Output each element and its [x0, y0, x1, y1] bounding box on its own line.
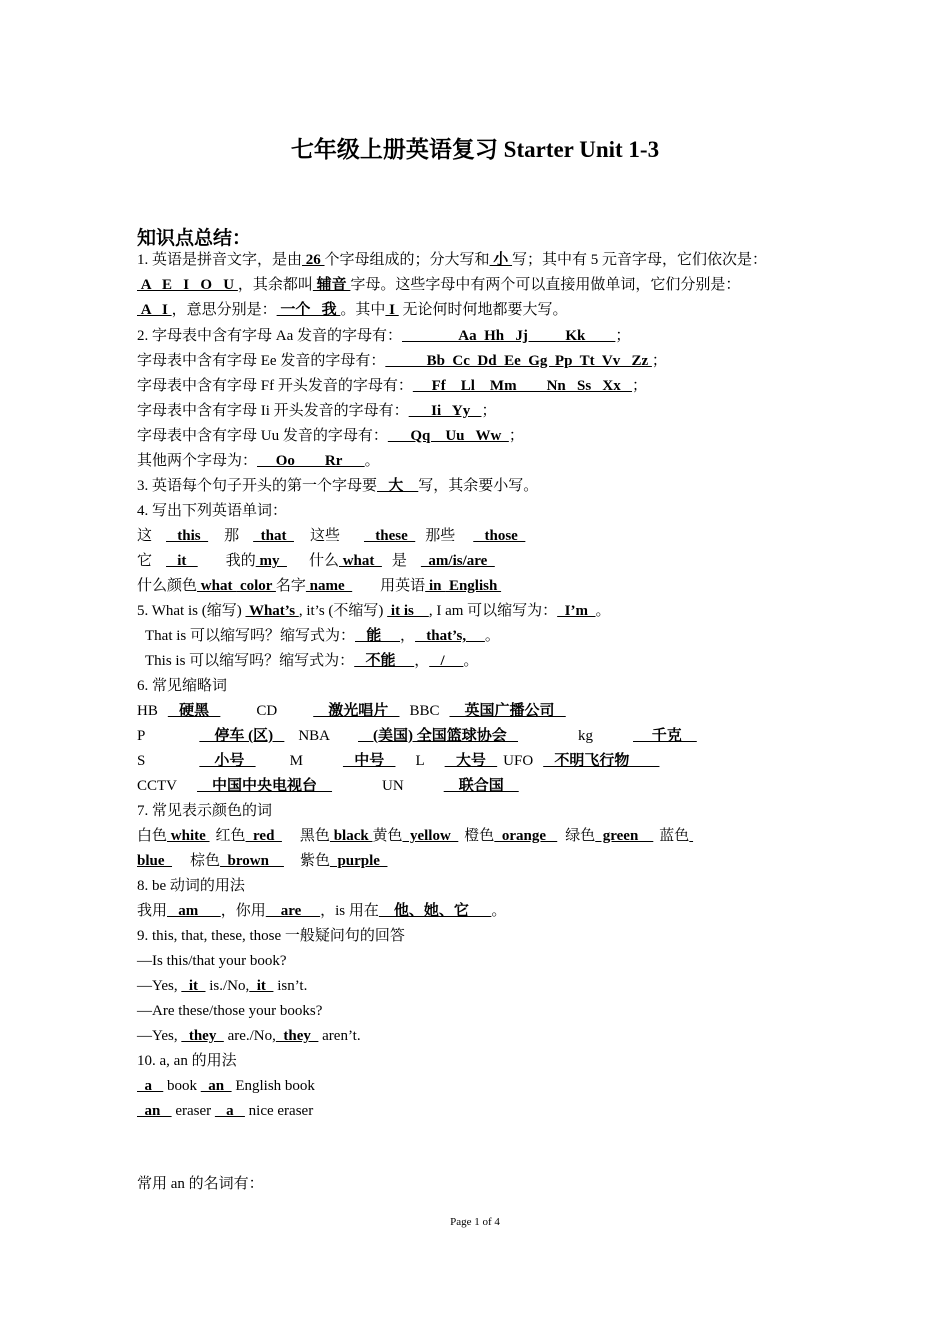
text: 。其中	[340, 302, 386, 318]
answer-blank: I’m	[557, 603, 596, 619]
answer-blank: 大号	[444, 753, 498, 769]
answer-blank: Ii Yy	[408, 403, 482, 419]
text: 字母表中含有字母 Ee 发音的字母有：	[137, 353, 386, 369]
text: eraser	[171, 1103, 215, 1119]
item-1-paragraph	[137, 248, 827, 323]
text: 是	[391, 553, 407, 569]
text: 蓝色	[659, 828, 690, 844]
answer-blank: 小号	[199, 753, 256, 769]
page-title: 七年级上册英语复习 Starter Unit 1-3	[290, 137, 660, 162]
answer-blank: 辅音	[312, 277, 351, 293]
text: , I am 可以缩写为：	[428, 603, 558, 619]
answer-blank: 千克	[633, 728, 697, 744]
answer-blank: 26	[302, 252, 325, 268]
text: 字母表中含有字母 Uu 发音的字母有：	[137, 428, 388, 444]
item-4-row-3	[137, 576, 827, 596]
item-2-line-1	[137, 326, 827, 346]
answer-blank: 联合国	[443, 778, 519, 794]
item-7-heading: 7. 常见表示颜色的词	[137, 803, 273, 819]
text: 橙色	[464, 828, 495, 844]
text: 写；其中有 5 元音字母，它们依次是：	[512, 252, 768, 268]
text: 这	[137, 528, 153, 544]
text: 字母表中含有字母 Ii 开头发音的字母有：	[137, 403, 409, 419]
answer-blank: yellow	[402, 828, 459, 844]
answer-blank: this	[166, 528, 209, 544]
answer-blank: orange	[494, 828, 558, 844]
text: 字母表中含有字母 Ff 开头发音的字母有：	[137, 378, 413, 394]
answer-blank: it	[166, 553, 198, 569]
answer-blank: what	[197, 578, 237, 594]
item-9-question-1: —Is this/that your book?	[137, 953, 287, 969]
item-2-line-2	[137, 351, 827, 371]
answer-blank: 英国广播公司	[449, 703, 566, 719]
answer-blank: purple	[329, 853, 388, 869]
answer-blank: are	[265, 903, 321, 919]
text: ；	[651, 353, 667, 369]
answer-blank: it	[181, 978, 206, 994]
answer-blank: an	[200, 1078, 232, 1094]
text: kg	[578, 728, 594, 744]
page-footer: Page 1 of 4	[450, 1216, 500, 1228]
text: 我的	[225, 553, 256, 569]
item-6-row-4	[137, 776, 827, 796]
answer-blank: Aa Hh Jj Kk	[402, 328, 616, 344]
text: 3. 英语每个句子开头的第一个字母要	[137, 478, 378, 494]
answer-blank: (美国) 全国篮球协会	[358, 728, 519, 744]
item-9-answer-2	[137, 1026, 827, 1046]
answer-blank: brown	[220, 853, 284, 869]
text: 1. 英语是拼音文字，是由	[137, 252, 303, 268]
text: 那些	[425, 528, 456, 544]
answer-blank: these	[363, 528, 416, 544]
item-2-line-6	[137, 451, 827, 471]
text: 黑色	[299, 828, 330, 844]
answer-blank: green	[595, 828, 654, 844]
item-6-heading: 6. 常见缩略词	[137, 678, 228, 694]
item-2-line-3	[137, 376, 827, 396]
answer-blank: what	[338, 553, 382, 569]
text: 无论何时何地都要大写。	[398, 302, 568, 318]
item-10-line-2	[137, 1101, 827, 1121]
text: HB	[137, 703, 158, 719]
answer-blank: 激光唱片	[313, 703, 400, 719]
answer-blank: Oo Rr	[257, 453, 365, 469]
text: 黄色	[372, 828, 403, 844]
text: UN	[382, 778, 404, 794]
text: 写，其余要小写。	[418, 478, 539, 494]
answer-blank: color	[236, 578, 276, 594]
answer-blank: Ff Ll Mm Nn Ss Xx	[412, 378, 633, 394]
item-7-row-1	[137, 826, 827, 846]
answer-blank: Bb Cc Dd Ee Gg Pp Tt Vv Zz	[385, 353, 652, 369]
item-6-row-2	[137, 726, 827, 746]
text: are./No,	[223, 1028, 276, 1044]
answer-blank: blue	[137, 853, 173, 869]
text: ；	[508, 428, 524, 444]
text: 。	[463, 653, 479, 669]
text: ，其余都叫	[237, 277, 313, 293]
text: English book	[231, 1078, 315, 1094]
text: 用英语	[380, 578, 426, 594]
item-5-line-2	[145, 626, 835, 646]
item-6-row-1	[137, 701, 827, 721]
text: ，意思分别是：	[171, 302, 277, 318]
answer-blank: black	[329, 828, 373, 844]
text: —Yes,	[137, 978, 182, 994]
text: ；	[481, 403, 497, 419]
text: book	[163, 1078, 201, 1094]
answer-blank: 他、她、它	[378, 903, 492, 919]
answer-blank: a	[214, 1103, 245, 1119]
text: That is 可以缩写吗？缩写式为：	[145, 628, 355, 644]
text: 。	[491, 903, 507, 919]
answer-blank: 硬黑	[167, 703, 221, 719]
answer-blank: 停车 (区)	[199, 728, 285, 744]
text: 红色	[215, 828, 246, 844]
answer-blank: 一个 我	[276, 302, 341, 318]
text: nice eraser	[244, 1103, 314, 1119]
text: 什么颜色	[137, 578, 198, 594]
item-9-question-2: —Are these/those your books?	[137, 1003, 323, 1019]
text: 我用	[137, 903, 168, 919]
answer-blank: A E I O U	[137, 277, 238, 293]
text: CD	[256, 703, 278, 719]
answer-blank: What’s	[245, 603, 299, 619]
answer-blank: in	[425, 578, 446, 594]
item-5-line-1	[137, 601, 827, 621]
text: —Yes,	[137, 1028, 182, 1044]
text: S	[137, 753, 146, 769]
answer-blank: red	[245, 828, 282, 844]
item-2-line-4	[137, 401, 827, 421]
item-10-heading: 10. a, an 的用法	[137, 1053, 237, 1069]
text: 个字母组成的；分大写和	[324, 252, 490, 268]
text: 。	[484, 628, 500, 644]
text: 名字	[275, 578, 306, 594]
text: ；	[632, 378, 648, 394]
answer-blank: 不能	[354, 653, 415, 669]
text: CCTV	[137, 778, 178, 794]
section-heading: 知识点总结：	[137, 228, 252, 249]
answer-blank: am/is/are	[420, 553, 495, 569]
text: ，is 用在	[320, 903, 379, 919]
text: isn’t.	[273, 978, 308, 994]
answer-blank: 小	[489, 252, 513, 268]
text: 。	[595, 603, 611, 619]
text: 它	[137, 553, 153, 569]
item-6-row-3	[137, 751, 827, 771]
text: 。	[364, 453, 380, 469]
item-10-line-1	[137, 1076, 827, 1096]
text: ；	[615, 328, 631, 344]
answer-blank: my	[255, 553, 287, 569]
text: BBC	[409, 703, 440, 719]
item-8-line	[137, 901, 827, 921]
answer-blank: it is	[387, 603, 429, 619]
text: aren’t.	[318, 1028, 361, 1044]
answer-blank: they	[275, 1028, 319, 1044]
answer-blank: Qq Uu Ww	[387, 428, 509, 444]
answer-blank: A I	[137, 302, 172, 318]
answer-blank: 不明飞行物	[543, 753, 660, 769]
text: 紫色	[299, 853, 330, 869]
text: is./No,	[205, 978, 250, 994]
text: 白色	[137, 828, 168, 844]
answer-blank: English	[445, 578, 502, 594]
answer-blank: a	[137, 1078, 164, 1094]
text: 绿色	[565, 828, 596, 844]
text: NBA	[298, 728, 331, 744]
text: 这些	[309, 528, 340, 544]
text: 字母。这些字母中有两个可以直接用做单词，它们分别是：	[350, 277, 741, 293]
text: 那	[224, 528, 240, 544]
item-5-line-3	[145, 651, 835, 671]
answer-blank: that	[253, 528, 294, 544]
answer-blank: it	[249, 978, 274, 994]
answer-blank: am	[167, 903, 221, 919]
item-4-row-1	[137, 526, 827, 546]
answer-blank: 能	[355, 628, 401, 644]
answer-blank: an	[137, 1103, 172, 1119]
answer-blank	[689, 828, 693, 844]
text: L	[415, 753, 425, 769]
answer-blank: that’s,	[415, 628, 485, 644]
answer-blank: 大	[377, 478, 419, 494]
text: , it’s (不缩写)	[298, 603, 388, 619]
item-4-row-2	[137, 551, 827, 571]
text: UFO	[503, 753, 534, 769]
text: This is 可以缩写吗？缩写式为：	[145, 653, 355, 669]
text: P	[137, 728, 146, 744]
answer-blank: those	[473, 528, 526, 544]
item-2-line-5	[137, 426, 827, 446]
text: 2. 字母表中含有字母 Aa 发音的字母有：	[137, 328, 402, 344]
answer-blank: I	[385, 302, 399, 318]
item-3	[137, 476, 827, 496]
answer-blank: 中国中央电视台	[197, 778, 333, 794]
text: ，	[400, 628, 416, 644]
text: ，你用	[220, 903, 266, 919]
text: 其他两个字母为：	[137, 453, 258, 469]
answer-blank: white	[167, 828, 210, 844]
text: ，	[414, 653, 430, 669]
answer-blank: 中号	[342, 753, 396, 769]
answer-blank: /	[429, 653, 464, 669]
item-4-heading: 4. 写出下列英语单词：	[137, 503, 288, 519]
text: 棕色	[190, 853, 221, 869]
item-8-heading: 8. be 动词的用法	[137, 878, 245, 894]
item-9-heading: 9. this, that, these, those 一般疑问句的回答	[137, 928, 405, 944]
answer-blank: name	[305, 578, 353, 594]
text: M	[289, 753, 303, 769]
answer-blank: they	[181, 1028, 224, 1044]
text: 什么	[308, 553, 339, 569]
item-9-answer-1	[137, 976, 827, 996]
text: 5. What is (缩写)	[137, 603, 246, 619]
an-nouns-heading: 常用 an 的名词有：	[137, 1176, 264, 1192]
item-7-row-2	[137, 851, 827, 871]
